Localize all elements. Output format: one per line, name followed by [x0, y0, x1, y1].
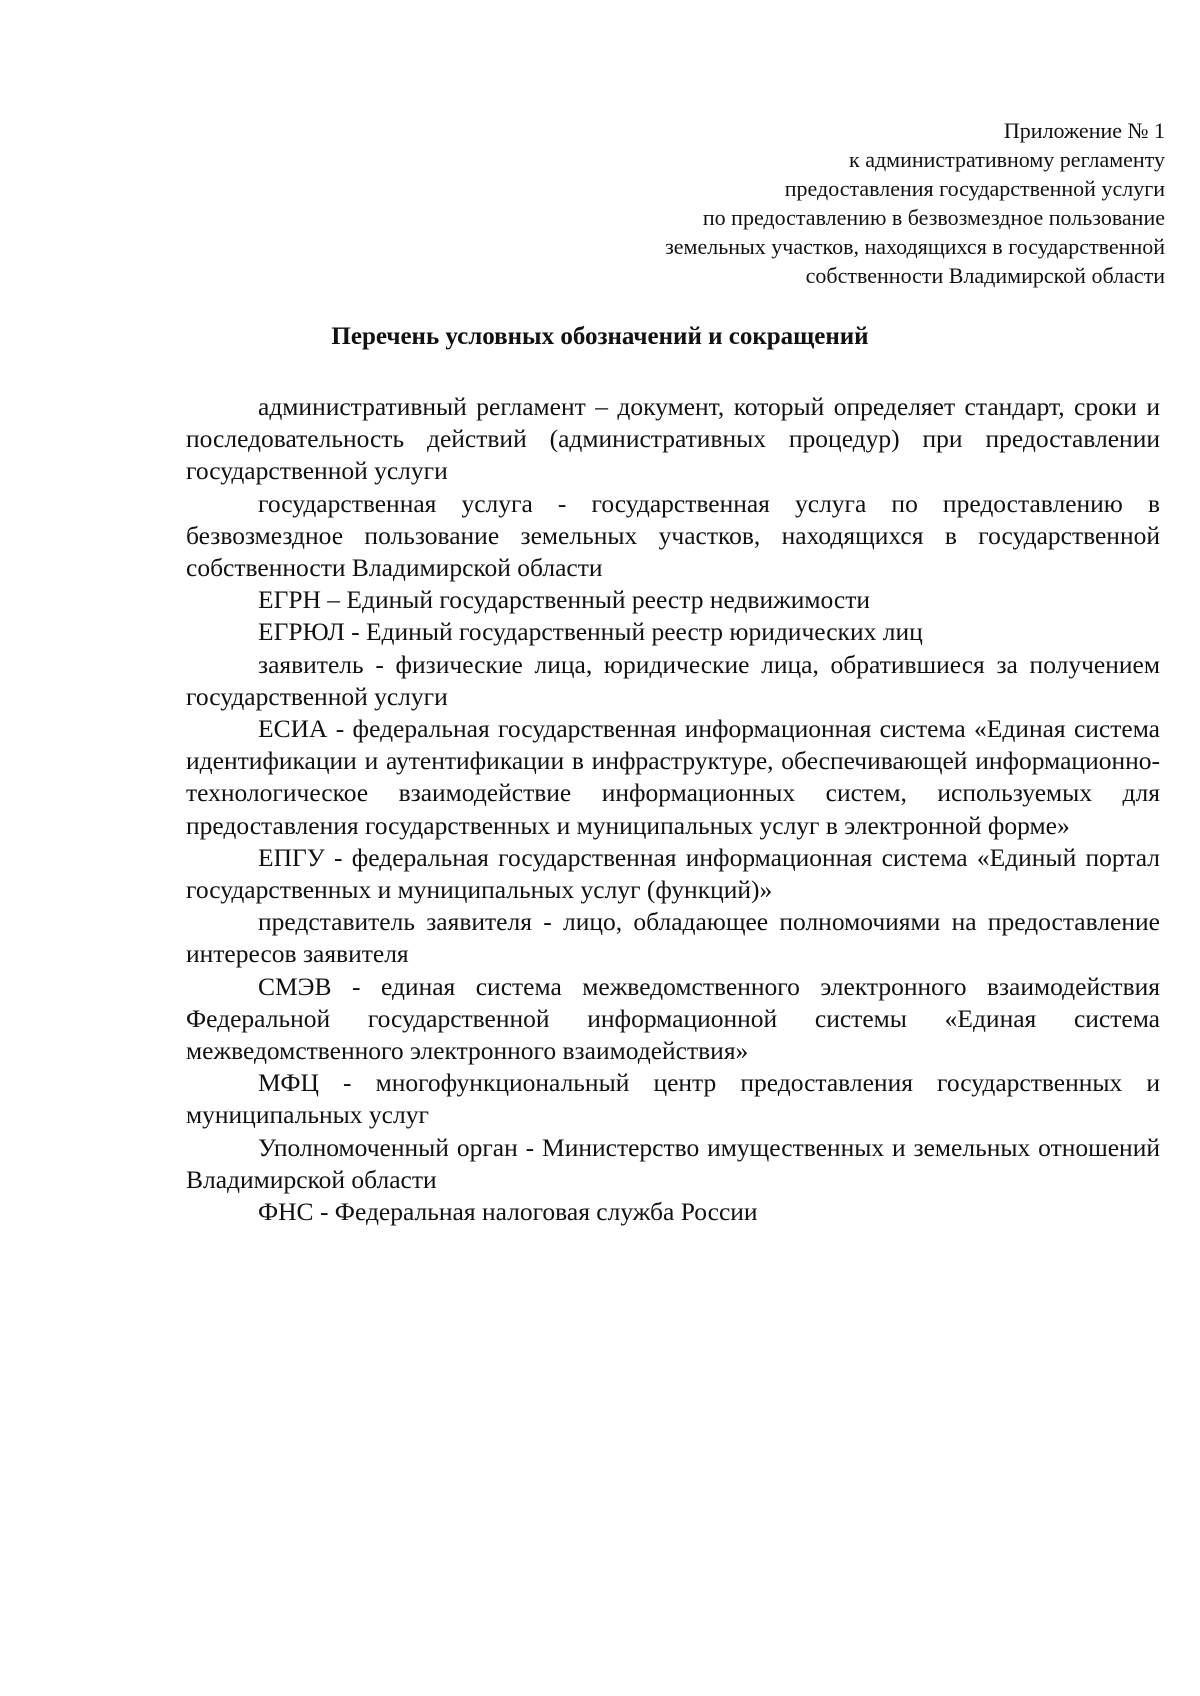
definition-esia: ЕСИА - федеральная государственная информационная система «Единая система идентификации и аутентификации в инфраструктуре, обеспечивающей информационно-технологическое взаимодействие информационных систем, используемых для предоставления государственных и муниципальных услуг в электронной форме»	[186, 714, 1160, 840]
definition-state-service: государственная услуга - государственная услуга по предоставлению в безвозмездное пользование земельных участков, находящихся в государственной собственности Владимирской области	[186, 488, 1160, 583]
definition-fns: ФНС - Федеральная налоговая служба России	[258, 1197, 758, 1227]
definition-egrn: ЕГРН – Единый государственный реестр недвижимости	[258, 585, 871, 615]
definitions-list	[186, 391, 1160, 1228]
appendix-line: предоставления государственной услуги	[784, 176, 1165, 201]
document-title: Перечень условных обозначений и сокращений	[331, 323, 869, 350]
definition-mfc: МФЦ - многофункциональный центр предоставления государственных и муниципальных услуг	[186, 1068, 1160, 1130]
appendix-line: земельных участков, находящихся в государственной	[665, 234, 1165, 259]
appendix-line: Приложение № 1	[1003, 118, 1165, 143]
definition-epgu: ЕПГУ - федеральная государственная информационная система «Единый портал государственных и муниципальных услуг (функций)»	[186, 842, 1160, 905]
appendix-header	[445, 116, 1165, 290]
definition-smev: СМЭВ - единая система межведомственного электронного взаимодействия Федеральной государственной информационной системы «Единая система межведомственного электронного взаимодействия»	[186, 971, 1160, 1066]
definition-applicant: заявитель - физические лица, юридические лица, обратившиеся за получением государственной услуги	[186, 649, 1160, 711]
appendix-line: по предоставлению в безвозмездное пользование	[702, 205, 1165, 230]
definition-authorized-body: Уполномоченный орган - Министерство имущественных и земельных отношений Владимирской области	[186, 1132, 1160, 1194]
appendix-line: к административному регламенту	[849, 147, 1165, 172]
definition-representative: представитель заявителя - лицо, обладающее полномочиями на предоставление интересов заявителя	[186, 907, 1160, 969]
definition-admin-regulation: административный регламент – документ, который определяет стандарт, сроки и последовательность действий (административных процедур) при предоставлении государственной услуги	[186, 392, 1160, 486]
appendix-line: собственности Владимирской области	[805, 263, 1165, 288]
definition-egrul: ЕГРЮЛ - Единый государственный реестр юридических лиц	[258, 617, 923, 647]
